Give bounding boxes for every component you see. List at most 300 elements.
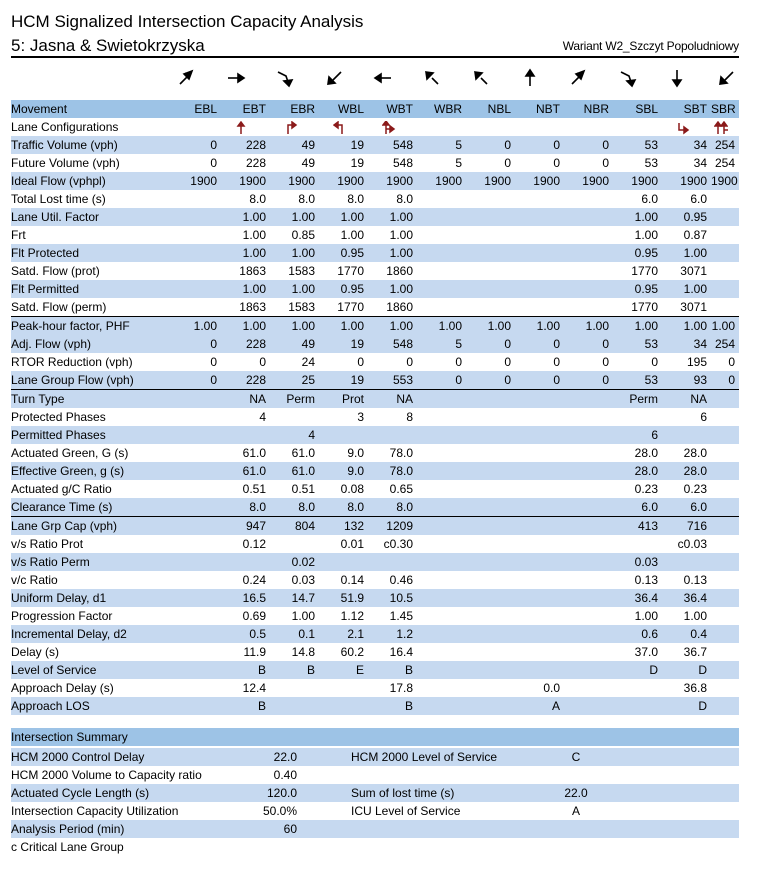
table-row xyxy=(11,208,739,226)
table-cell xyxy=(515,553,564,571)
table-row xyxy=(11,136,739,154)
table-cell xyxy=(172,462,221,480)
table-cell: Perm xyxy=(613,390,662,409)
table-cell: 0.13 xyxy=(634,573,658,587)
table-cell: 53 xyxy=(644,156,658,170)
table-cell xyxy=(466,444,515,462)
table-cell: 228 xyxy=(221,335,270,353)
table-cell xyxy=(417,625,466,643)
table-cell xyxy=(515,517,564,536)
table-cell: 28.0 xyxy=(634,446,658,460)
capacity-table xyxy=(11,100,739,715)
table-cell: 0.13 xyxy=(683,573,707,587)
table-cell: 0.0 xyxy=(543,681,560,695)
row-label: Lane Group Flow (vph) xyxy=(11,371,172,390)
table-cell: 1900 xyxy=(221,172,270,190)
table-row xyxy=(11,353,739,371)
table-cell xyxy=(515,190,564,208)
spacer xyxy=(601,784,739,802)
table-cell xyxy=(564,208,613,226)
table-cell: 51.9 xyxy=(319,589,368,607)
table-cell xyxy=(172,390,221,409)
table-cell: 1.00 xyxy=(172,317,221,336)
row-label: Incremental Delay, d2 xyxy=(11,625,172,643)
table-cell xyxy=(564,280,613,298)
table-row xyxy=(11,244,739,262)
table-cell xyxy=(711,208,739,226)
summary-label: Actuated Cycle Length (s) xyxy=(11,784,221,802)
table-cell xyxy=(270,697,319,715)
table-cell: 1.00 xyxy=(270,317,319,336)
table-cell xyxy=(466,661,515,679)
table-cell xyxy=(172,190,221,208)
table-cell: 61.0 xyxy=(242,446,266,460)
table-cell: 1770 xyxy=(631,300,658,314)
table-cell: 1900 xyxy=(662,172,711,190)
table-cell: 1.00 xyxy=(613,208,662,226)
table-cell: 0 xyxy=(466,371,515,390)
row-label: Adj. Flow (vph) xyxy=(11,335,172,353)
arrow-down-right-icon xyxy=(260,64,309,92)
table-cell xyxy=(711,408,739,426)
summary-row xyxy=(11,802,739,820)
table-cell: 6.0 xyxy=(662,498,711,517)
table-cell: 0 xyxy=(651,355,658,369)
table-cell xyxy=(417,571,466,589)
table-cell: 9.0 xyxy=(319,462,368,480)
table-cell xyxy=(319,553,368,571)
table-cell: 1209 xyxy=(368,517,417,536)
row-label: Frt xyxy=(11,228,26,242)
table-cell: Prot xyxy=(319,390,368,409)
table-cell xyxy=(221,553,270,571)
table-cell: D xyxy=(662,697,711,715)
table-row xyxy=(11,498,739,517)
table-cell xyxy=(417,498,466,517)
table-cell: 16.4 xyxy=(389,645,413,659)
table-row xyxy=(11,154,739,172)
table-cell: 1.00 xyxy=(417,317,466,336)
table-cell xyxy=(711,661,739,679)
summary-label: HCM 2000 Control Delay xyxy=(11,748,221,766)
table-cell: 1.00 xyxy=(221,280,270,298)
table-cell xyxy=(417,535,466,553)
table-cell xyxy=(564,226,613,244)
table-cell xyxy=(515,208,564,226)
summary-value xyxy=(551,766,601,784)
table-cell: 8.0 xyxy=(249,192,266,206)
table-cell xyxy=(172,480,221,498)
table-row xyxy=(11,643,739,661)
table-cell xyxy=(417,697,466,715)
table-cell xyxy=(711,480,739,498)
table-cell: 1900 xyxy=(564,172,613,190)
table-cell xyxy=(711,571,739,589)
table-cell: A xyxy=(515,697,564,715)
table-cell: 1.00 xyxy=(270,244,319,262)
table-cell xyxy=(662,426,711,444)
table-cell: 0 xyxy=(564,371,613,390)
table-cell xyxy=(515,535,564,553)
table-cell: 28.0 xyxy=(613,462,662,480)
table-cell xyxy=(711,679,739,697)
double-through-icon xyxy=(711,118,739,136)
table-cell: 1.00 xyxy=(368,317,417,336)
table-cell: 0 xyxy=(357,355,364,369)
table-cell: 0 xyxy=(417,371,466,390)
table-cell xyxy=(172,571,221,589)
table-cell xyxy=(466,280,515,298)
movement-arrows xyxy=(11,64,739,92)
table-cell: 10.5 xyxy=(368,589,417,607)
table-cell: 1770 xyxy=(337,300,364,314)
table-cell: 1.00 xyxy=(270,280,319,298)
table-cell xyxy=(613,679,662,697)
table-cell: 6 xyxy=(613,426,662,444)
table-cell xyxy=(466,390,515,409)
table-cell: 1.00 xyxy=(221,208,270,226)
column-header-ebt: EBT xyxy=(221,100,270,118)
row-label: Permitted Phases xyxy=(11,426,172,444)
table-cell xyxy=(270,408,319,426)
table-cell xyxy=(319,426,368,444)
column-header-nbl: NBL xyxy=(466,100,515,118)
table-cell: 1.2 xyxy=(368,625,417,643)
table-cell: 1.00 xyxy=(634,609,658,623)
table-cell: 0.14 xyxy=(340,573,364,587)
table-cell xyxy=(711,535,739,553)
table-cell xyxy=(711,190,739,208)
table-cell: 61.0 xyxy=(221,462,270,480)
summary-label xyxy=(351,838,551,856)
table-cell xyxy=(564,480,613,498)
table-cell: B xyxy=(221,661,270,679)
table-cell xyxy=(711,498,739,517)
table-cell: 0.69 xyxy=(242,609,266,623)
table-cell: 2.1 xyxy=(319,625,368,643)
table-cell xyxy=(172,607,221,625)
table-cell xyxy=(564,607,613,625)
table-cell xyxy=(613,535,662,553)
table-cell: 3071 xyxy=(680,300,707,314)
spacer xyxy=(301,784,351,802)
table-cell xyxy=(515,480,564,498)
table-cell: 0 xyxy=(172,371,221,390)
table-cell: 17.8 xyxy=(389,681,413,695)
table-row xyxy=(11,679,739,697)
table-cell xyxy=(466,643,515,661)
table-cell: 0.87 xyxy=(683,228,707,242)
table-cell: B xyxy=(221,697,270,715)
column-header-nbt: NBT xyxy=(515,100,564,118)
table-cell: 0 xyxy=(406,355,413,369)
table-cell xyxy=(172,408,221,426)
table-cell xyxy=(515,589,564,607)
right-turn-icon xyxy=(270,118,319,136)
summary-value: 50.0% xyxy=(262,804,297,818)
row-label: v/s Ratio Prot xyxy=(11,537,84,551)
table-cell: 1860 xyxy=(386,264,413,278)
table-row xyxy=(11,371,739,390)
table-cell xyxy=(466,426,515,444)
table-cell: 4 xyxy=(270,426,319,444)
table-cell: c0.30 xyxy=(383,537,413,551)
table-cell: 1900 xyxy=(711,174,738,188)
table-cell xyxy=(417,480,466,498)
table-cell: 0 xyxy=(564,335,613,353)
summary-value: 22.0 xyxy=(221,748,301,766)
table-cell: 195 xyxy=(686,355,707,369)
row-label: Peak-hour factor, PHF xyxy=(11,317,172,336)
table-cell: 16.5 xyxy=(221,589,270,607)
row-label: Lane Util. Factor xyxy=(11,208,172,226)
table-cell: 49 xyxy=(301,156,315,170)
table-cell xyxy=(515,244,564,262)
table-cell xyxy=(564,462,613,480)
table-cell xyxy=(515,408,564,426)
through-right-icon xyxy=(368,118,417,136)
spacer xyxy=(301,838,351,856)
table-cell xyxy=(515,226,564,244)
table-cell xyxy=(172,426,221,444)
summary-label: Intersection Capacity Utilization xyxy=(11,804,179,818)
table-cell xyxy=(172,589,221,607)
table-cell xyxy=(172,262,221,280)
row-label: Protected Phases xyxy=(11,410,106,424)
table-cell: 1583 xyxy=(288,264,315,278)
arrow-up-icon xyxy=(505,64,554,92)
table-cell: 0.02 xyxy=(270,553,319,571)
table-cell xyxy=(711,390,739,409)
table-cell xyxy=(172,553,221,571)
table-cell xyxy=(515,625,564,643)
column-header-sbl: SBL xyxy=(613,100,662,118)
table-cell: 0 xyxy=(515,335,564,353)
table-cell: 37.0 xyxy=(634,645,658,659)
table-cell: 0.95 xyxy=(662,208,711,226)
table-cell: 6 xyxy=(700,410,707,424)
table-cell xyxy=(172,118,221,136)
table-cell: 1.00 xyxy=(662,280,711,298)
table-cell: 548 xyxy=(368,136,417,154)
table-cell xyxy=(466,118,515,136)
arrow-up-right-icon xyxy=(554,64,603,92)
table-cell: 36.4 xyxy=(662,589,711,607)
table-cell: 36.8 xyxy=(683,681,707,695)
table-cell: 254 xyxy=(711,136,739,154)
table-cell xyxy=(466,498,515,517)
table-cell: 8 xyxy=(406,410,413,424)
table-cell xyxy=(711,262,739,280)
table-cell: 0 xyxy=(553,156,560,170)
table-cell: 1860 xyxy=(386,300,413,314)
table-cell: 9.0 xyxy=(347,446,364,460)
table-row xyxy=(11,390,739,409)
table-cell xyxy=(417,244,466,262)
table-cell xyxy=(613,697,662,715)
table-cell xyxy=(417,553,466,571)
table-cell: 0.95 xyxy=(613,244,662,262)
table-cell: 0 xyxy=(504,156,511,170)
table-row xyxy=(11,426,739,444)
table-cell: 8.0 xyxy=(396,192,413,206)
table-cell xyxy=(466,208,515,226)
table-cell xyxy=(711,426,739,444)
row-label: Clearance Time (s) xyxy=(11,498,172,517)
table-cell: 8.0 xyxy=(298,192,315,206)
table-cell: 24 xyxy=(301,355,315,369)
arrow-down-icon xyxy=(652,64,701,92)
table-cell: 0.01 xyxy=(340,537,364,551)
table-cell xyxy=(417,298,466,317)
table-cell xyxy=(172,625,221,643)
table-cell: 228 xyxy=(221,136,270,154)
table-cell: B xyxy=(270,661,319,679)
table-cell xyxy=(466,571,515,589)
table-cell: 1.00 xyxy=(515,317,564,336)
table-cell: 1.00 xyxy=(662,244,711,262)
table-cell: 413 xyxy=(613,517,662,536)
table-cell xyxy=(662,553,711,571)
table-cell xyxy=(711,298,739,317)
spacer xyxy=(601,802,739,820)
table-cell: 0.51 xyxy=(291,482,315,496)
table-cell xyxy=(466,226,515,244)
table-cell: 0 xyxy=(728,355,735,369)
row-label: Satd. Flow (perm) xyxy=(11,300,107,314)
summary-value: 60 xyxy=(221,820,301,838)
table-row xyxy=(11,280,739,298)
table-cell: 49 xyxy=(270,136,319,154)
table-cell xyxy=(466,408,515,426)
row-label: Actuated g/C Ratio xyxy=(11,482,112,496)
table-row xyxy=(11,172,739,190)
table-cell: 34 xyxy=(693,156,707,170)
spacer xyxy=(601,748,739,766)
row-label: Traffic Volume (vph) xyxy=(11,136,172,154)
table-cell xyxy=(711,625,739,643)
table-cell xyxy=(515,643,564,661)
table-cell xyxy=(172,444,221,462)
table-cell: 0 xyxy=(210,355,217,369)
table-cell xyxy=(711,517,739,536)
table-cell xyxy=(417,280,466,298)
table-cell: 1900 xyxy=(466,172,515,190)
table-cell: 254 xyxy=(711,335,739,353)
row-label: Ideal Flow (vphpl) xyxy=(11,172,172,190)
table-cell xyxy=(564,553,613,571)
table-cell xyxy=(515,118,564,136)
table-cell xyxy=(564,390,613,409)
summary-label: c Critical Lane Group xyxy=(11,840,124,854)
row-label: Approach LOS xyxy=(11,697,172,715)
table-cell xyxy=(466,244,515,262)
table-cell: 36.4 xyxy=(613,589,662,607)
table-cell xyxy=(417,390,466,409)
table-cell xyxy=(172,280,221,298)
spacer xyxy=(601,766,739,784)
arrow-right-icon xyxy=(211,64,260,92)
table-cell: 0.24 xyxy=(242,573,266,587)
table-cell xyxy=(417,643,466,661)
table-cell: 0.03 xyxy=(291,573,315,587)
table-cell: 0 xyxy=(602,156,609,170)
table-cell xyxy=(711,697,739,715)
table-cell: 53 xyxy=(613,136,662,154)
table-cell: 0.46 xyxy=(389,573,413,587)
table-row xyxy=(11,226,739,244)
table-cell xyxy=(564,679,613,697)
table-cell xyxy=(564,535,613,553)
table-cell: 1.00 xyxy=(389,228,413,242)
row-label: RTOR Reduction (vph) xyxy=(11,355,133,369)
table-cell xyxy=(613,408,662,426)
table-cell: 60.2 xyxy=(340,645,364,659)
table-cell: 53 xyxy=(613,335,662,353)
row-label: Actuated Green, G (s) xyxy=(11,446,129,460)
table-cell xyxy=(711,244,739,262)
table-cell: 4 xyxy=(259,410,266,424)
table-cell: 1.00 xyxy=(319,208,368,226)
table-cell xyxy=(564,625,613,643)
table-cell xyxy=(172,208,221,226)
table-cell xyxy=(319,697,368,715)
table-cell xyxy=(172,244,221,262)
summary-row xyxy=(11,766,739,784)
table-cell xyxy=(172,226,221,244)
arrow-down-right-icon xyxy=(603,64,652,92)
table-cell: 0 xyxy=(210,156,217,170)
table-cell: 1.00 xyxy=(466,317,515,336)
table-row xyxy=(11,553,739,571)
table-cell: 3 xyxy=(357,410,364,424)
table-cell xyxy=(564,244,613,262)
table-cell xyxy=(417,607,466,625)
table-cell xyxy=(466,190,515,208)
table-cell xyxy=(466,589,515,607)
table-cell xyxy=(711,226,739,244)
table-cell: 1.00 xyxy=(711,317,739,336)
column-header-sbr: SBR xyxy=(711,100,739,118)
table-cell xyxy=(466,262,515,280)
table-cell: D xyxy=(613,661,662,679)
table-cell xyxy=(564,298,613,317)
table-cell xyxy=(417,408,466,426)
table-cell: 78.0 xyxy=(389,446,413,460)
table-cell: 228 xyxy=(221,371,270,390)
table-cell: 1.45 xyxy=(389,609,413,623)
table-row xyxy=(11,517,739,536)
summary-value: 120.0 xyxy=(221,784,301,802)
table-cell xyxy=(711,607,739,625)
row-label: v/s Ratio Perm xyxy=(11,553,172,571)
table-cell xyxy=(417,679,466,697)
table-cell: 5 xyxy=(417,335,466,353)
table-cell xyxy=(711,553,739,571)
table-cell xyxy=(270,679,319,697)
table-cell xyxy=(515,280,564,298)
table-row xyxy=(11,298,739,317)
table-cell: Perm xyxy=(270,390,319,409)
table-cell xyxy=(466,462,515,480)
row-label: Future Volume (vph) xyxy=(11,156,120,170)
table-cell: 14.8 xyxy=(291,645,315,659)
table-cell: 34 xyxy=(662,136,711,154)
table-cell: 1.00 xyxy=(242,228,266,242)
table-cell: 0 xyxy=(172,136,221,154)
summary-row xyxy=(11,820,739,838)
report-title: HCM Signalized Intersection Capacity Analysis xyxy=(11,12,364,31)
